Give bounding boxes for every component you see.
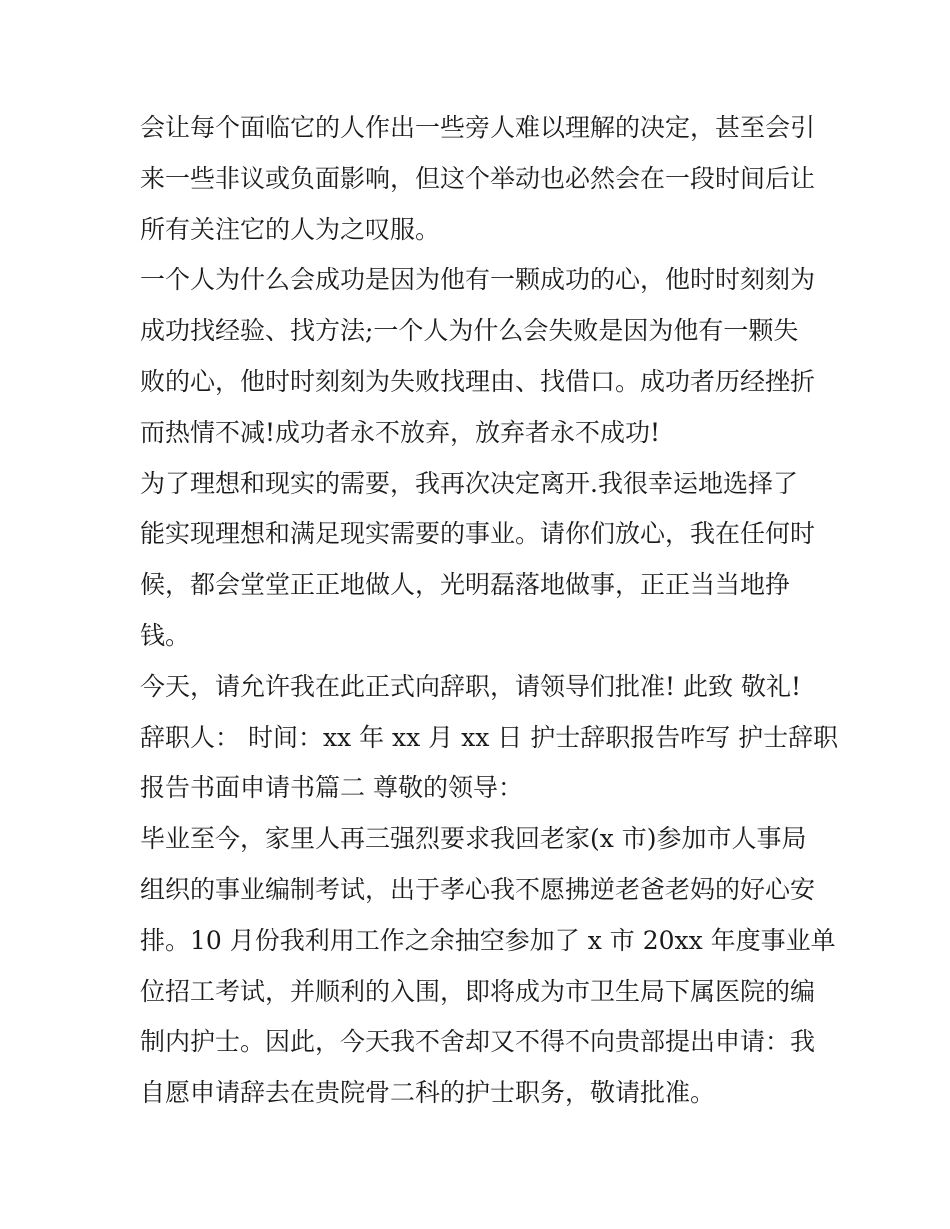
text-line: 辞职人： 时间：xx 年 xx 月 xx 日 护士辞职报告咋写 护士辞职 <box>140 722 839 752</box>
text-line: 报告书面申请书篇二 尊敬的领导： <box>140 773 523 803</box>
text-line: 今天，请允许我在此正式向辞职，请领导们批准! 此致 敬礼! <box>140 671 801 701</box>
text-line: 所有关注它的人为之叹服。 <box>140 214 441 244</box>
text-line: 成功找经验、找方法;一个人为什么会失败是因为他有一颗失 <box>140 316 799 346</box>
document-body <box>140 103 839 1119</box>
text-line: 组织的事业编制考试，出于孝心我不愿拂逆老爸老妈的好心安 <box>140 874 816 904</box>
text-line: 而热情不减!成功者永不放弃，放弃者永不成功! <box>140 417 661 447</box>
text-line: 候，都会堂堂正正地做人，光明磊落地做事，正正当当地挣 <box>140 570 791 600</box>
text-line: 自愿申请辞去在贵院骨二科的护士职务，敬请批准。 <box>140 1078 716 1108</box>
text-line: 一个人为什么会成功是因为他有一颗成功的心，他时时刻刻为 <box>140 265 816 295</box>
text-line: 毕业至今，家里人再三强烈要求我回老家(x 市)参加市人事局 <box>140 824 807 854</box>
text-line: 排。10 月份我利用工作之余抽空参加了 x 市 20xx 年度事业单 <box>140 925 836 955</box>
text-line: 制内护士。因此，今天我不舍却又不得不向贵部提出申请：我 <box>140 1027 816 1057</box>
text-line: 位招工考试，并顺利的入围，即将成为市卫生局下属医院的编 <box>140 976 816 1006</box>
text-line: 能实现理想和满足现实需要的事业。请你们放心，我在任何时 <box>140 519 816 549</box>
text-line: 败的心，他时时刻刻为失败找理由、找借口。成功者历经挫折 <box>140 366 816 396</box>
text-line: 来一些非议或负面影响，但这个举动也必然会在一段时间后让 <box>140 163 816 193</box>
text-line: 会让每个面临它的人作出一些旁人难以理解的决定，甚至会引 <box>140 113 816 142</box>
text-line: 钱。 <box>140 620 191 650</box>
text-line: 为了理想和现实的需要，我再次决定离开.我很幸运地选择了 <box>140 468 798 498</box>
